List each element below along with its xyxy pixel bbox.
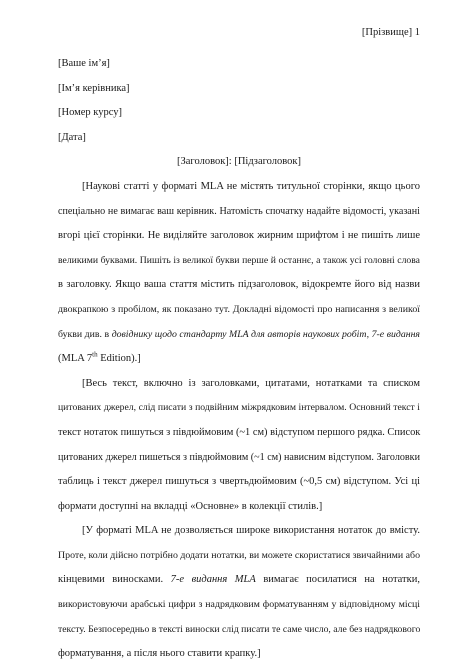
header-surname[interactable]: [Прізвище] xyxy=(361,27,413,38)
paragraph-text: Edition).] xyxy=(97,353,141,365)
page-header xyxy=(362,26,420,40)
paragraph-line: цитованих джерел пишеться з півдюймовим (~1 см) нависним відступом. Заголовки xyxy=(58,451,420,463)
paragraph-1[interactable] xyxy=(58,175,420,372)
paragraph-text: кінцевими виносками. xyxy=(58,574,171,586)
paragraph-line: двокрапкою з пробілом, як показано тут. Докладні відомості про написання з великої xyxy=(58,303,420,315)
paragraph-2[interactable] xyxy=(58,372,420,520)
paragraph-line: спеціально не вимагає ваш керівник. Натомість спочатку надайте відомості, указані xyxy=(58,205,420,217)
paragraph-line xyxy=(58,568,420,593)
paragraph-line: текст нотаток пишуться з півдюймовим (~1 см) відступом першого рядка. Список xyxy=(58,426,421,438)
paragraph-text: (MLA 7 xyxy=(58,353,93,365)
paragraph-line: [У форматі MLA не дозволяється широке використання нотаток до вмісту. xyxy=(82,525,420,537)
paragraph-line: [Наукові статті у форматі MLA не містять титульної сторінки, якщо цього xyxy=(82,180,420,192)
paragraph-line: в заголовку. Якщо ваша стаття містить підзаголовок, відокремте його від назви xyxy=(58,279,420,291)
paragraph-text: вимагає посилатися на нотатки, xyxy=(255,574,420,586)
paragraph-line xyxy=(58,347,420,372)
instructor-name[interactable]: [Ім’я керівника] xyxy=(58,82,130,94)
header-page-number: 1 xyxy=(414,27,420,38)
author-name[interactable]: [Ваше ім’я] xyxy=(58,58,110,69)
paragraph-line: великими буквами. Пишіть із великої букви перше й останнє, а також усі головні слова xyxy=(58,254,420,266)
superscript-th: th xyxy=(92,350,98,359)
mla-edition-title: 7-е видання MLA xyxy=(170,574,256,586)
paragraph-3[interactable] xyxy=(58,519,420,667)
paragraph-line: цитованих джерел, слід писати з подвійним міжрядковим інтервалом. Основний текст і xyxy=(58,402,420,414)
paragraph-line: вгорі цієї сторінки. Не виділяйте заголовок жирним шрифтом і не пишіть лише xyxy=(58,230,420,242)
course-number[interactable]: [Номер курсу] xyxy=(58,107,123,119)
paragraph-line: [Весь текст, включно із заголовками, цитатами, нотатками та списком xyxy=(82,377,420,389)
paragraph-line: використовуючи арабські цифри з надрядковим форматуванням у відповідному місці xyxy=(58,599,420,611)
handbook-title: довіднику щодо стандарту MLA для авторів наукових робіт, 7-е видання xyxy=(111,328,420,340)
paragraph-line: тексту. Безпосередньо в тексті виноски слід писати те саме число, але без надрядкового xyxy=(58,623,421,635)
paper-title[interactable]: [Заголовок]: [Підзаголовок] xyxy=(177,156,301,168)
paragraph-line xyxy=(58,323,420,348)
paragraph-line: Проте, коли дійсно потрібно додати нотатки, ви можете скористатися звичайними або xyxy=(58,549,421,561)
paragraph-line: формати доступні на вкладці «Основне» в колекції стилів.] xyxy=(58,500,323,512)
date-field[interactable]: [Дата] xyxy=(58,131,86,143)
paragraph-line: форматування, а після нього ставити крапку.] xyxy=(58,648,261,660)
paragraph-line: таблиць і текст джерел пишуться з чвертьдюймовим (~0,5 см) відступом. Усі ці xyxy=(58,476,420,488)
paragraph-text: букви див. в xyxy=(58,328,112,340)
document-body[interactable] xyxy=(58,52,420,667)
